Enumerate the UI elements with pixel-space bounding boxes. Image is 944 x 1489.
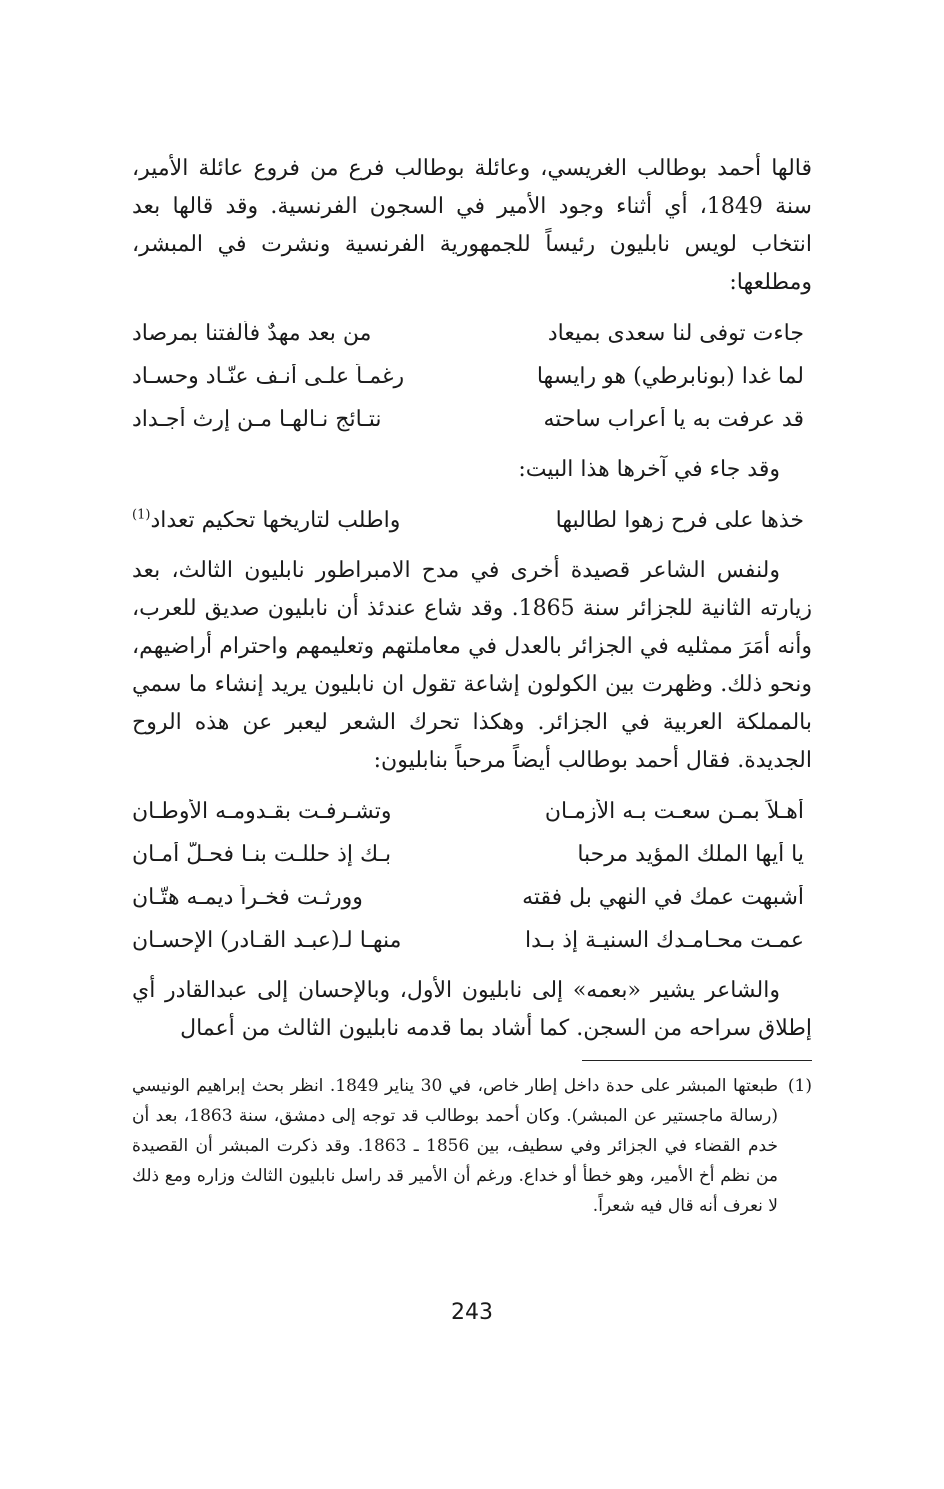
poem-ending bbox=[132, 499, 812, 542]
verse-first-hemistich: أهـلاً بمـن سعـت بـه الأزمـان bbox=[544, 799, 804, 824]
footnote-separator-wrap bbox=[132, 1048, 812, 1071]
verse-second-hemistich: من بعد مهدٌ فألفتنا بمرصاد bbox=[132, 321, 372, 346]
page-body bbox=[132, 150, 812, 1221]
verse-first-hemistich: أشبهت عمك في النهي بل فقته bbox=[522, 885, 804, 910]
footnote-reference: (1) bbox=[132, 508, 151, 523]
verse-first-hemistich: قد عرفت به يا أعراب ساحته bbox=[543, 407, 804, 432]
verse-first-hemistich: خذها على فرح زهوا لطالبها bbox=[555, 508, 804, 533]
verse-first-hemistich: يا أيها الملك المؤيد مرحبا bbox=[577, 842, 804, 867]
page-number: 243 bbox=[451, 1300, 493, 1325]
footnote bbox=[132, 1071, 812, 1221]
footnote-text: طبعتها المبشر على حدة داخل إطار خاص، في 30 يناير 1849. انظر بحث إبراهيم الونيسي (رسالة ماجستير عن المبشر). وكان أحمد بوطالب قد توجه إلى دمشق، سنة 1863، بعد أن خدم القضاء في الجزائر وفي سطيف، بين 1856 ـ 1863. وقد ذكرت المبشر أن القصيدة من نظم أخ الأمير، وهو خطأ أو خداع. ورغم أن الأمير قد راسل نابليون الثالث وزاره ومع ذلك لا نعرف أنه قال فيه شعراً. bbox=[132, 1076, 778, 1216]
paragraph-intro: قالها أحمد بوطالب الغريسي، وعائلة بوطالب فرع من فروع عائلة الأمير، سنة 1849، أي أثناء وجود الأمير في السجون الفرنسية. وقد قالها بعد انتخاب لويس نابليون رئيساً للجمهورية الفرنسية ونشرت في المبشر، ومطلعها: bbox=[132, 156, 813, 295]
footnote-separator bbox=[582, 1060, 812, 1061]
poem-ending-intro: وقد جاء في آخرها هذا البيت: bbox=[518, 457, 780, 482]
verse-first-hemistich: جاءت توفى لنا سعدى بميعاد bbox=[547, 321, 804, 346]
verse-line bbox=[132, 876, 812, 919]
verse-line bbox=[132, 355, 812, 398]
poem-opening bbox=[132, 312, 812, 441]
paragraph-napoleon: ولنفس الشاعر قصيدة أخرى في مدح الامبراطور نابليون الثالث، بعد زيارته الثانية للجزائر سنة 1865. وقد شاع عندئذ أن نابليون صديق للعرب، وأنه أمَرَ ممثليه في الجزائر بالعدل في معاملتهم وتعليمهم واحترام أراضيهم، ونحو ذلك. وظهرت بين الكولون إشاعة تقول ان نابليون يريد إنشاء ما سمي بالمملكة العربية في الجزائر. وهكذا تحرك الشعر ليعبر عن هذه الروح الجديدة. فقال أحمد بوطالب أيضاً مرحباً بنابليون: bbox=[132, 558, 812, 773]
verse-line bbox=[132, 833, 812, 876]
verse-second-hemistich: وتشـرفـت بقـدومـه الأوطـان bbox=[132, 799, 392, 824]
verse-second-hemistich bbox=[132, 508, 448, 533]
verse-first-hemistich: لما غدا (بونابرطي) هو رايسها bbox=[536, 364, 804, 389]
paragraph-closing: والشاعر يشير «بعمه» إلى نابليون الأول، وبالإحسان إلى عبدالقادر أي إطلاق سراحه من السجن. كما أشاد بما قدمه نابليون الثالث من أعمال bbox=[132, 978, 812, 1041]
verse-second-hemistich: وورثـت فخـراً ديمـه هتّـان bbox=[132, 885, 363, 910]
verse-second-hemistich: منهـا لـ(عبـد القـادر) الإحسـان bbox=[132, 928, 402, 953]
verse-line bbox=[132, 499, 812, 542]
verse-first-hemistich: عمـت محـامـدك السنيـة إذ بـدا bbox=[524, 928, 804, 953]
footnote-mark: (1) bbox=[787, 1076, 812, 1096]
verse-text: واطلب لتاريخها تحكيم تعداد bbox=[150, 508, 401, 533]
verse-line bbox=[132, 312, 812, 355]
poem-welcome bbox=[132, 790, 812, 962]
verse-line bbox=[132, 790, 812, 833]
verse-second-hemistich: نتـائج نـالهـا مـن إرث أجـداد bbox=[132, 407, 382, 432]
verse-line bbox=[132, 398, 812, 441]
verse-line bbox=[132, 919, 812, 962]
verse-second-hemistich: بـك إذ حللـت بنـا فحـلّ أمـان bbox=[132, 842, 392, 867]
verse-second-hemistich: رغمـاً علـى أنـف عنّـاد وحسـاد bbox=[132, 364, 405, 389]
